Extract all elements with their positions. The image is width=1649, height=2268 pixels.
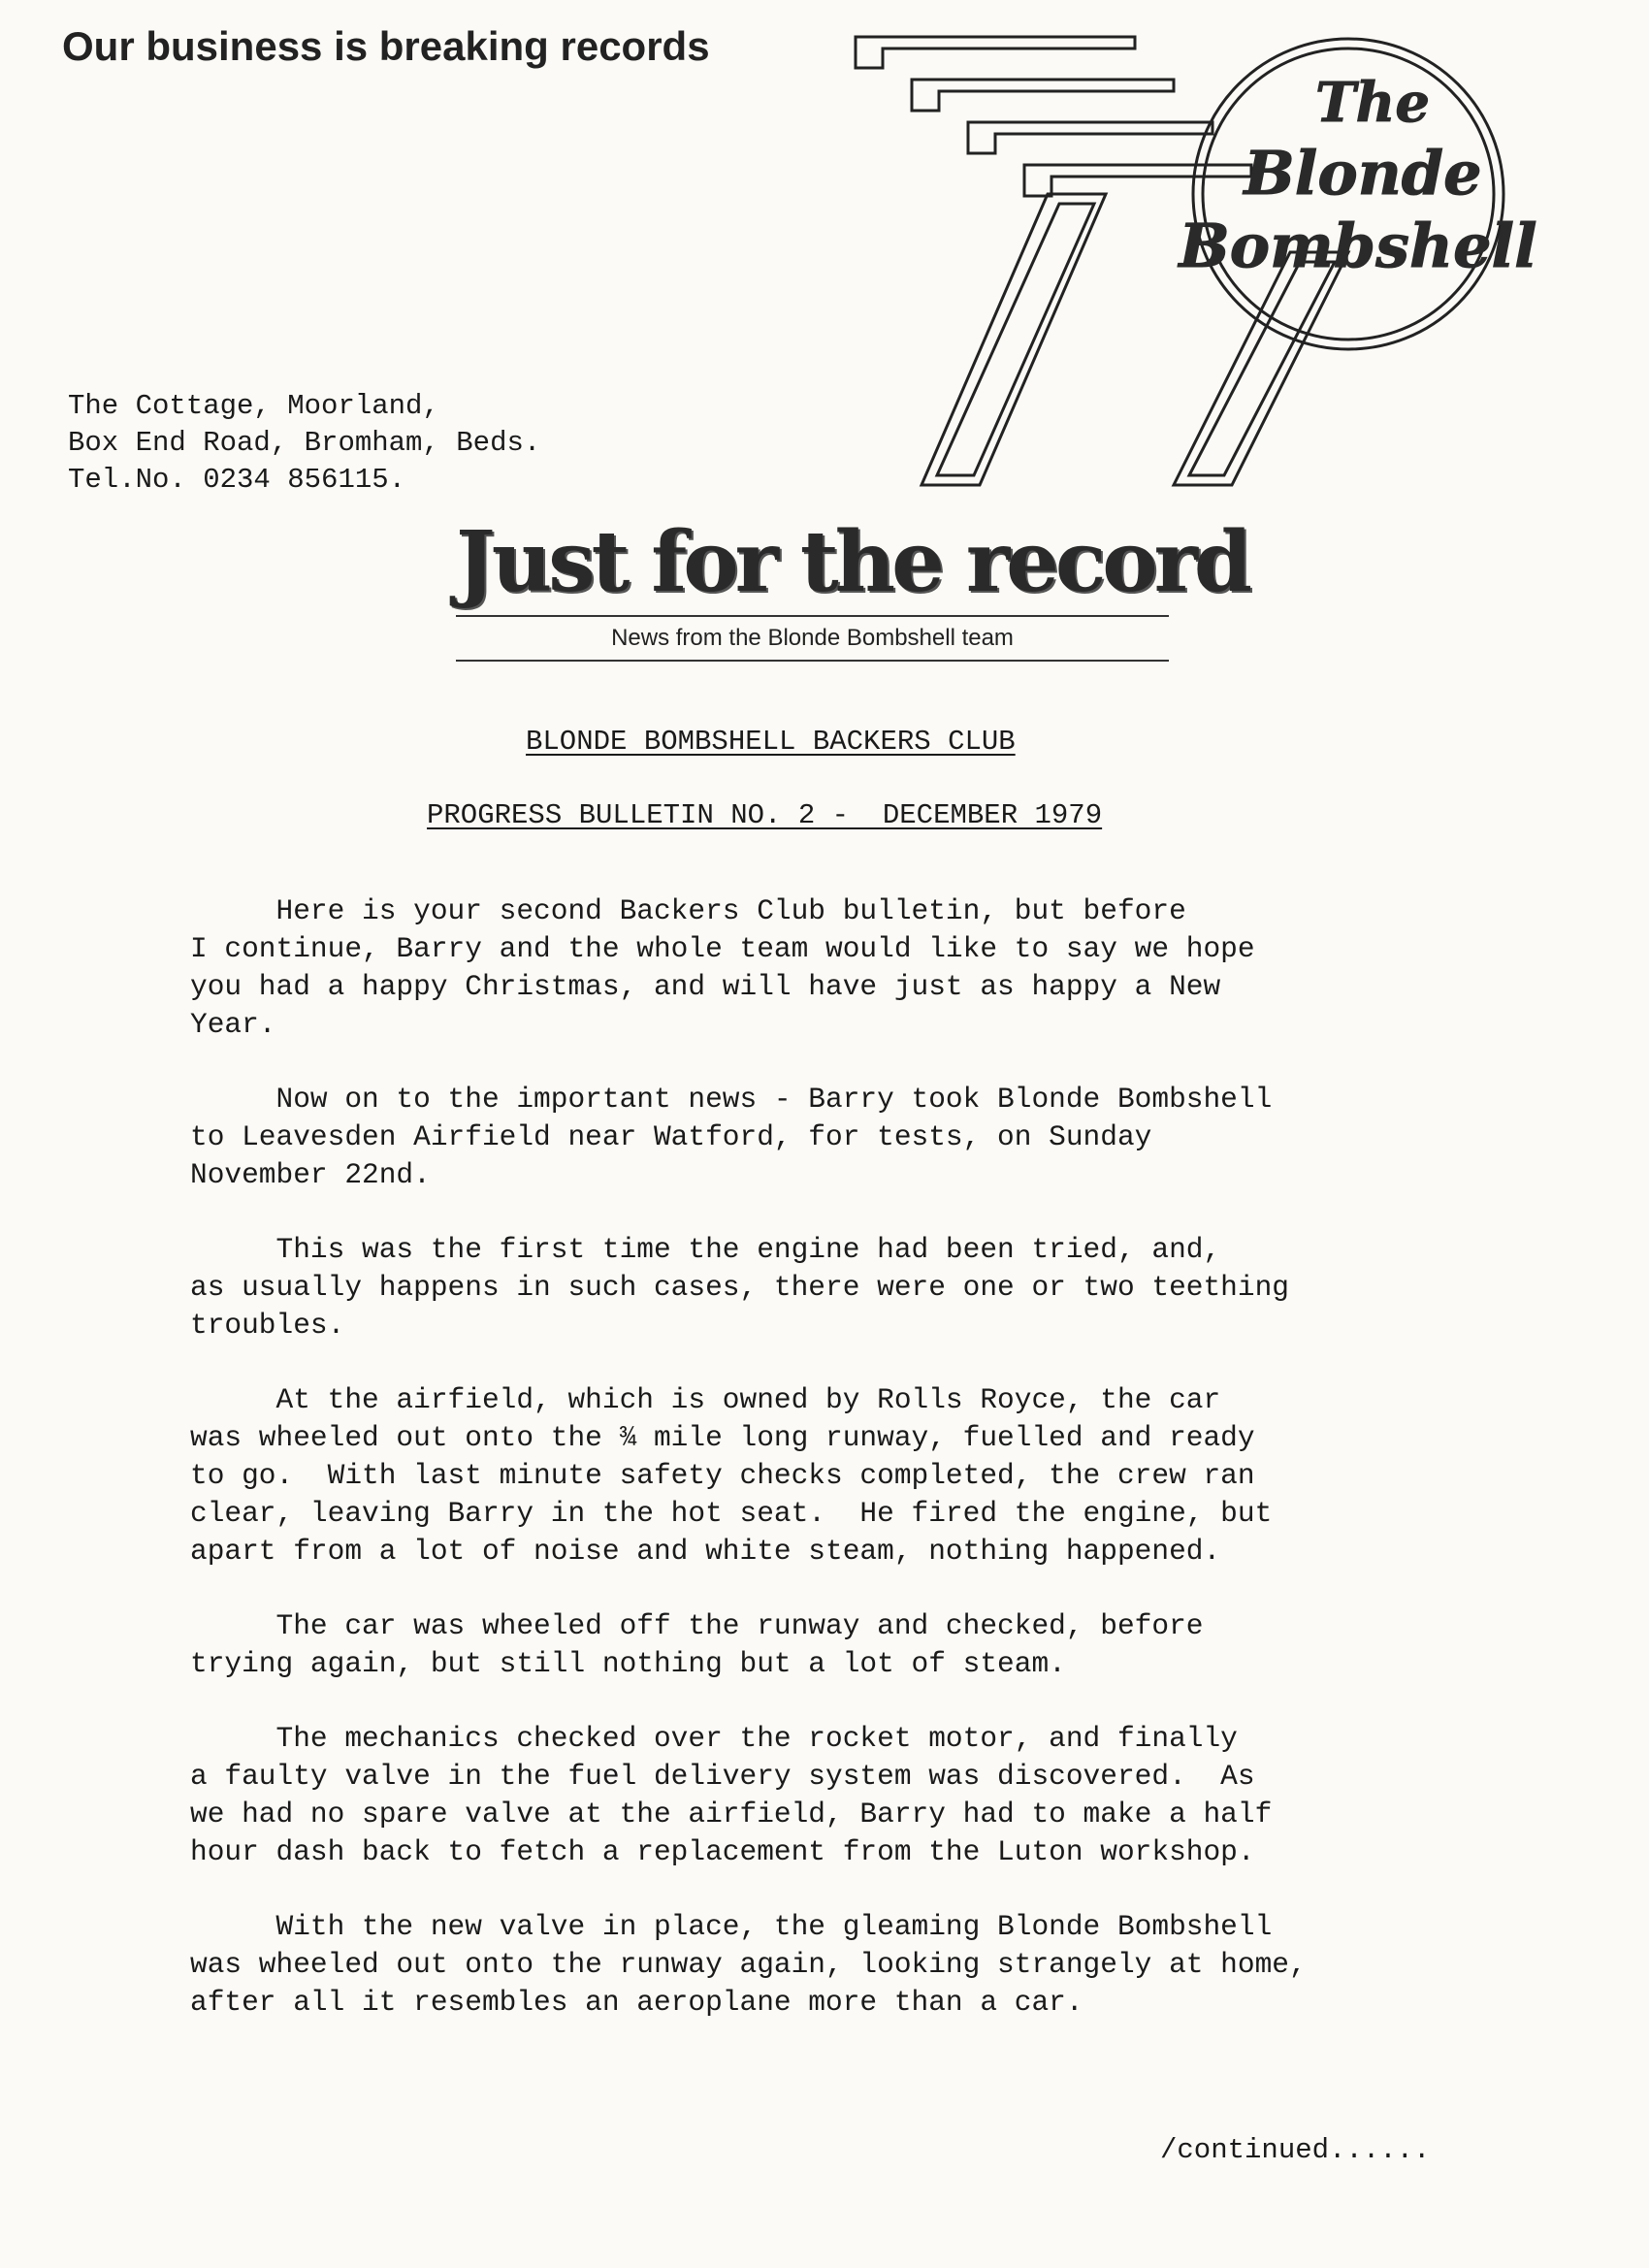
paragraph [190,892,1529,1044]
logo-stripe-2 [912,80,1174,111]
text-line: With the new valve in place, the gleaming Blonde Bombshell [190,1910,1273,1943]
blonde-bombshell-logo [844,29,1600,514]
text-line: I continue, Barry and the whole team would like to say we hope [190,932,1255,965]
paragraph [190,1231,1529,1345]
paragraph [190,1908,1529,2022]
paragraph [190,1081,1529,1194]
address-telephone: Tel.No. 0234 856115. [68,464,406,496]
logo-nine-tail-inner [1189,262,1335,475]
logo-word-bombshell: Bombshell [1179,211,1537,281]
sender-address [68,388,540,499]
logo-stripe-4 [1024,165,1251,196]
address-line: Box End Road, Bromham, Beds. [68,427,541,459]
text-line: At the airfield, which is owned by Rolls Royce, the car [190,1383,1221,1416]
text-line: a faulty valve in the fuel delivery system was discovered. As [190,1760,1255,1793]
text-line: clear, leaving Barry in the hot seat. He fired the engine, but [190,1497,1273,1530]
text-line: trying again, but still nothing but a lot of steam. [190,1647,1066,1680]
logo-stripe-1 [856,37,1135,68]
text-line: Now on to the important news - Barry took Blonde Bombshell [190,1083,1273,1116]
text-line: The car was wheeled off the runway and checked, before [190,1609,1204,1642]
text-line: after all it resembles an aeroplane more than a car. [190,1986,1083,2019]
text-line: The mechanics checked over the rocket motor, and finally [190,1722,1238,1755]
bulletin-heading: PROGRESS BULLETIN NO. 2 - DECEMBER 1979 [427,799,1103,831]
masthead-title: Just for the record [456,513,1249,611]
masthead [456,513,1249,662]
logo-word-blonde: Blonde [1244,138,1482,209]
tagline: Our business is breaking records [62,23,710,69]
text-line: was wheeled out onto the ¾ mile long runway, fuelled and ready [190,1421,1255,1454]
address-line: The Cottage, Moorland, [68,390,439,422]
text-line: troubles. [190,1309,345,1342]
text-line: to go. With last minute safety checks completed, the crew ran [190,1459,1255,1492]
paragraph [190,1720,1529,1871]
logo-seven-inner [937,204,1094,475]
text-line: apart from a lot of noise and white steam, nothing happened. [190,1535,1221,1568]
text-line: November 22nd. [190,1158,431,1191]
paragraph [190,1607,1529,1683]
logo-stripe-3 [968,122,1212,153]
text-line: we had no spare valve at the airfield, Barry had to make a half [190,1798,1273,1831]
club-heading: BLONDE BOMBSHELL BACKERS CLUB [526,726,1016,758]
logo-word-the: The [1314,71,1431,135]
paragraph [190,1381,1529,1571]
text-line: as usually happens in such cases, there were one or two teething [190,1271,1289,1304]
masthead-subtitle: News from the Blonde Bombshell team [611,625,1014,651]
text-line: hour dash back to fetch a replacement from the Luton workshop. [190,1835,1255,1868]
continued-marker: /continued...... [1160,2134,1431,2166]
text-line: to Leavesden Airfield near Watford, for tests, on Sunday [190,1120,1152,1153]
letter-body [190,892,1529,2058]
text-line: Here is your second Backers Club bulletin, but before [190,894,1186,927]
text-line: was wheeled out onto the runway again, looking strangely at home, [190,1948,1307,1981]
text-line: you had a happy Christmas, and will have just as happy a New [190,970,1221,1003]
masthead-rule-bottom [456,660,1169,662]
text-line: This was the first time the engine had been tried, and, [190,1233,1221,1266]
text-line: Year. [190,1008,276,1041]
